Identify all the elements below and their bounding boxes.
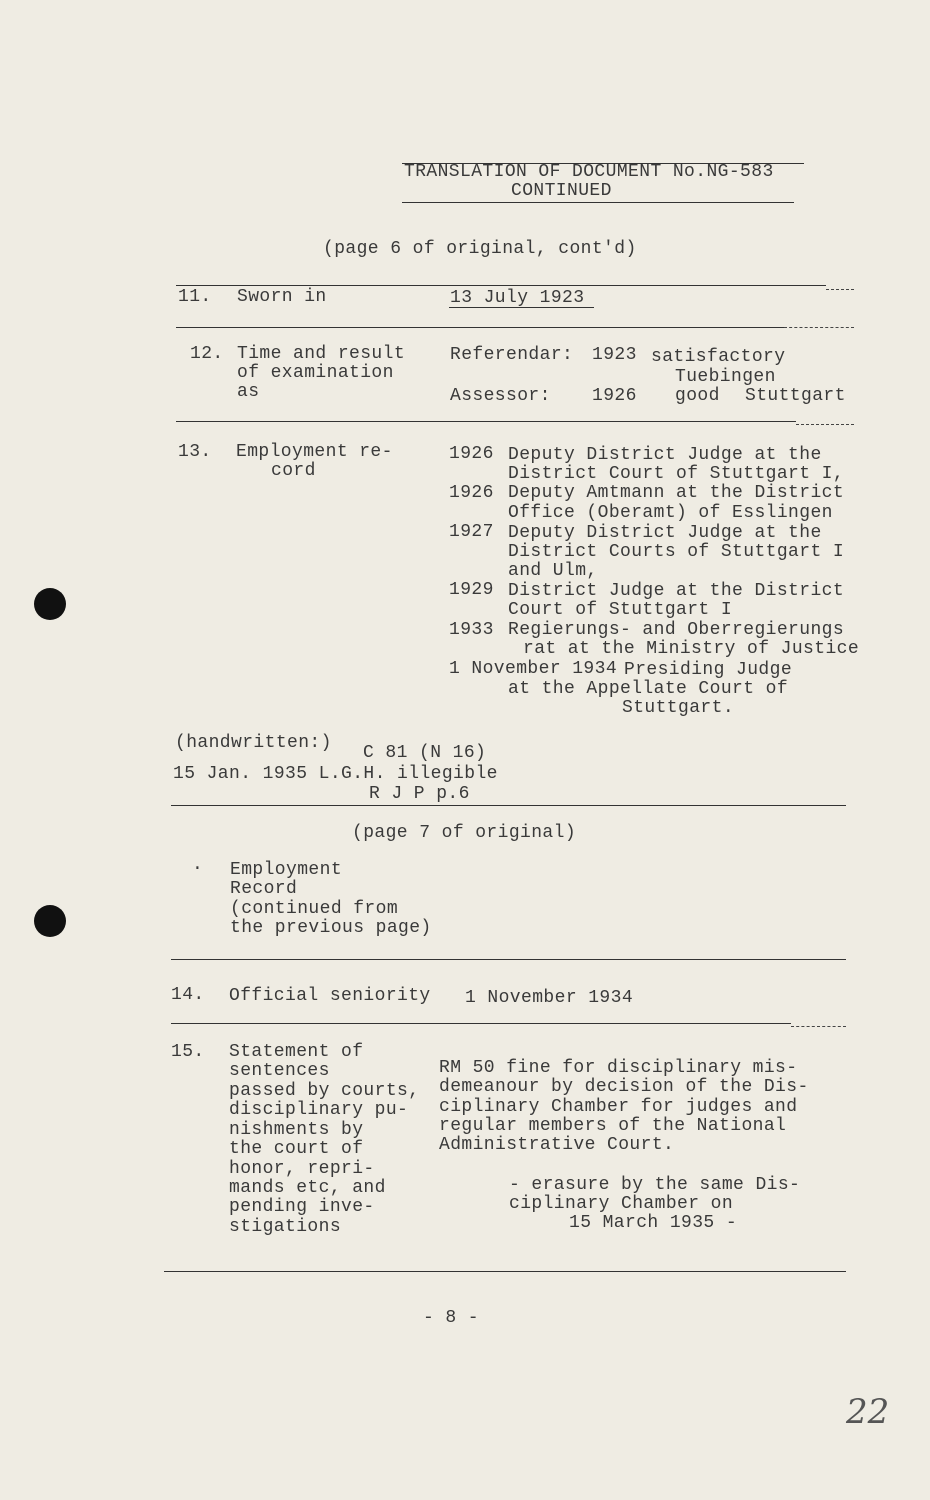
assessor-label: Assessor: <box>450 386 551 406</box>
employment-text-6a: Presiding Judge <box>624 660 793 680</box>
page6-label: (page 6 of original, cont'd) <box>323 239 637 259</box>
employment-text-4b: Court of Stuttgart I <box>508 600 733 620</box>
cont-item-number: . <box>192 855 204 875</box>
referendar-label: Referendar: <box>450 345 574 365</box>
item15-label-line8: mands etc, and <box>229 1178 386 1198</box>
document-subtitle: CONTINUED <box>511 181 612 201</box>
header-bottom-rule <box>402 202 794 203</box>
referendar-result: satisfactory <box>651 347 786 367</box>
item11-value-underline <box>449 307 594 308</box>
item15-label-line4: disciplinary pu- <box>229 1100 409 1120</box>
item12-label-line2: of examination <box>237 363 394 383</box>
item11-value: 13 July 1923 <box>450 288 585 308</box>
item15-label-line10: stigations <box>229 1217 342 1237</box>
item12-label-line3: as <box>237 382 260 402</box>
rule-before-14 <box>171 959 846 960</box>
page-number: - 8 - <box>423 1308 480 1328</box>
item12-label-line1: Time and result <box>237 344 406 364</box>
item15-value-line1: RM 50 fine for disciplinary mis- <box>439 1058 798 1078</box>
handwritten-label: (handwritten:) <box>175 733 332 753</box>
item15-label-line9: pending inve- <box>229 1197 375 1217</box>
employment-text-1b: District Court of Stuttgart I, <box>508 464 845 484</box>
punch-hole-bottom <box>34 905 66 937</box>
referendar-year: 1923 <box>592 345 637 365</box>
item15-value-line2: demeanour by decision of the Dis- <box>439 1077 809 1097</box>
item15-label-line3: passed by courts, <box>229 1081 420 1101</box>
employment-year-5: 1933 <box>449 620 494 640</box>
employment-text-2b: Office (Oberamt) of Esslingen <box>508 503 833 523</box>
employment-text-6b: at the Appellate Court of <box>508 679 789 699</box>
employment-text-3a: Deputy District Judge at the <box>508 523 822 543</box>
item15-label-line7: honor, repri- <box>229 1159 375 1179</box>
employment-text-3c: and Ulm, <box>508 561 598 581</box>
item13-label-line1: Employment re- <box>236 442 393 462</box>
handwritten-date-line: 15 Jan. 1935 L.G.H. illegible <box>173 764 498 784</box>
rule-bottom <box>164 1271 846 1272</box>
assessor-result: good <box>675 386 720 406</box>
item14-number: 14. <box>171 985 205 1005</box>
item14-label: Official seniority <box>229 986 431 1006</box>
punch-hole-top <box>34 588 66 620</box>
employment-year-3: 1927 <box>449 522 494 542</box>
employment-text-6c: Stuttgart. <box>622 698 735 718</box>
employment-text-5a: Regierungs- and Oberregierungs <box>508 620 845 640</box>
item14-value: 1 November 1934 <box>465 988 634 1008</box>
handwritten-code: C 81 (N 16) <box>363 743 487 763</box>
item11-label: Sworn in <box>237 287 327 307</box>
employment-year-2: 1926 <box>449 483 494 503</box>
item15-value-line3: ciplinary Chamber for judges and <box>439 1097 798 1117</box>
item15-value-line5: Administrative Court. <box>439 1135 675 1155</box>
employment-year-6: 1 November 1934 <box>449 659 618 679</box>
rule-before-15-tail <box>791 1026 846 1027</box>
assessor-place: Stuttgart <box>745 386 846 406</box>
cont-item-line4: the previous page) <box>230 918 432 938</box>
rule-before-12 <box>176 327 784 328</box>
referendar-place: Tuebingen <box>675 367 776 387</box>
handwritten-page-mark: 22 <box>846 1392 890 1432</box>
erasure-line2: ciplinary Chamber on <box>509 1194 734 1214</box>
item11-number: 11. <box>178 287 212 307</box>
employment-year-4: 1929 <box>449 580 494 600</box>
rule-before-15 <box>171 1023 791 1024</box>
item15-label-line5: nishments by <box>229 1120 364 1140</box>
employment-year-1: 1926 <box>449 444 494 464</box>
page7-label: (page 7 of original) <box>352 823 577 843</box>
rule-before-12-tail <box>784 327 854 328</box>
erasure-line1: - erasure by the same Dis- <box>509 1175 801 1195</box>
rule-before-13 <box>176 421 796 422</box>
item12-number: 12. <box>190 344 224 364</box>
erasure-line3: 15 March 1935 - <box>569 1213 738 1233</box>
item13-label-line2: cord <box>271 461 316 481</box>
cont-item-line1: Employment <box>230 860 343 880</box>
item15-value-line4: regular members of the National <box>439 1116 787 1136</box>
employment-text-3b: District Courts of Stuttgart I <box>508 542 845 562</box>
employment-text-5b: rat at the Ministry of Justice <box>523 639 860 659</box>
item15-label-line2: sentences <box>229 1061 330 1081</box>
employment-text-1a: Deputy District Judge at the <box>508 445 822 465</box>
assessor-year: 1926 <box>592 386 637 406</box>
rule-after-page6 <box>171 805 846 806</box>
item13-number: 13. <box>178 442 212 462</box>
handwritten-ref: R J P p.6 <box>369 784 470 804</box>
item15-label-line1: Statement of <box>229 1042 364 1062</box>
cont-item-line3: (continued from <box>230 899 399 919</box>
document-title: TRANSLATION OF DOCUMENT No.NG-583 <box>404 162 774 182</box>
employment-text-2a: Deputy Amtmann at the District <box>508 483 845 503</box>
rule-before-11-tail <box>826 289 854 290</box>
item15-label-line6: the court of <box>229 1139 364 1159</box>
cont-item-line2: Record <box>230 879 298 899</box>
employment-text-4a: District Judge at the District <box>508 581 845 601</box>
rule-before-11 <box>176 285 826 286</box>
rule-before-13-tail <box>796 424 854 425</box>
item15-number: 15. <box>171 1042 205 1062</box>
